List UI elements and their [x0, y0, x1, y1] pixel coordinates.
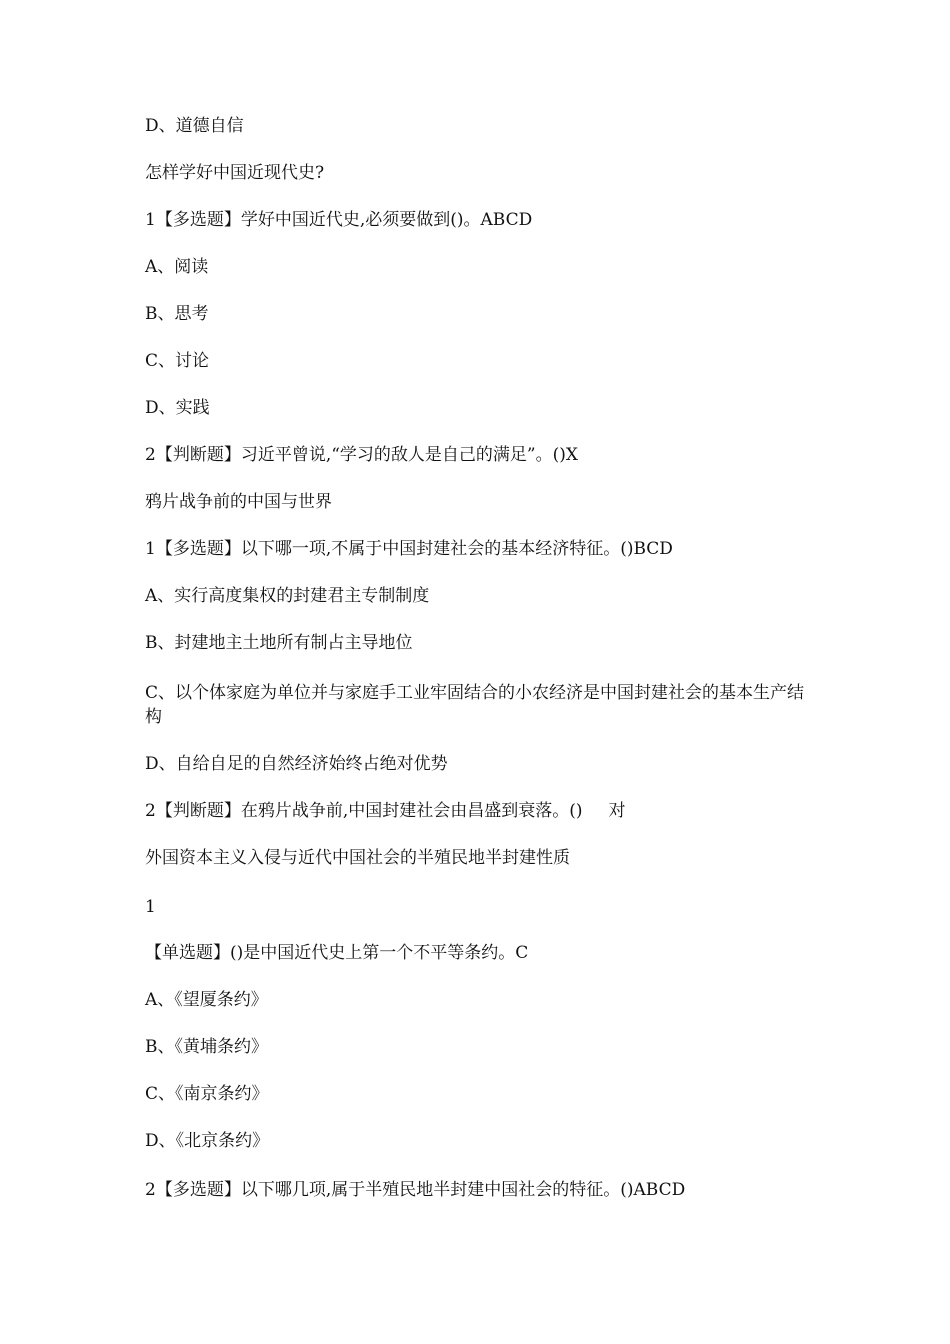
- question-2-multiple-choice: 2【多选题】以下哪几项,属于半殖民地半封建中国社会的特征。()ABCD: [145, 1180, 686, 1200]
- option-a-autocracy: A、实行高度集权的封建君主专制制度: [145, 586, 430, 606]
- question-1-multiple-choice: 1【多选题】以下哪一项,不属于中国封建社会的基本经济特征。()BCD: [145, 539, 673, 559]
- option-c-nanjing-treaty: C、《南京条约》: [145, 1084, 269, 1104]
- option-a-wangxia-treaty: A、《望厦条约》: [145, 990, 268, 1010]
- option-c-discuss: C、讨论: [145, 351, 210, 371]
- option-d-beijing-treaty: D、《北京条约》: [145, 1131, 270, 1151]
- option-a-read: A、阅读: [145, 257, 209, 277]
- question-number: 1: [145, 897, 156, 917]
- question-2-true-false: [145, 799, 815, 823]
- option-d-moral-confidence: D、道德自信: [145, 116, 244, 136]
- option-c-small-peasant-economy: C、以个体家庭为单位并与家庭手工业牢固结合的小农经济是中国封建社会的基本生产结构: [145, 683, 805, 727]
- answer-text: 对: [608, 801, 626, 821]
- option-d-practice: D、实践: [145, 398, 210, 418]
- question-2-true-false: 2【判断题】习近平曾说,“学习的敌人是自己的满足”。()X: [145, 445, 578, 465]
- option-b-land-ownership: B、封建地主土地所有制占主导地位: [145, 633, 413, 653]
- section-heading-study-history: 怎样学好中国近现代史?: [145, 163, 325, 183]
- option-b-think: B、思考: [145, 304, 209, 324]
- section-heading-pre-opium-war: 鸦片战争前的中国与世界: [145, 492, 332, 512]
- question-1-single-choice: 【单选题】()是中国近代史上第一个不平等条约。C: [145, 943, 529, 963]
- option-d-natural-economy: D、自给自足的自然经济始终占绝对优势: [145, 754, 448, 774]
- section-heading-foreign-invasion: 外国资本主义入侵与近代中国社会的半殖民地半封建性质: [145, 848, 570, 868]
- question-1-multiple-choice: 1【多选题】学好中国近代史,必须要做到()。ABCD: [145, 210, 533, 230]
- option-b-huangpu-treaty: B、《黄埔条约》: [145, 1037, 268, 1057]
- question-text: 2【判断题】在鸦片战争前,中国封建社会由昌盛到衰落。(): [145, 801, 583, 821]
